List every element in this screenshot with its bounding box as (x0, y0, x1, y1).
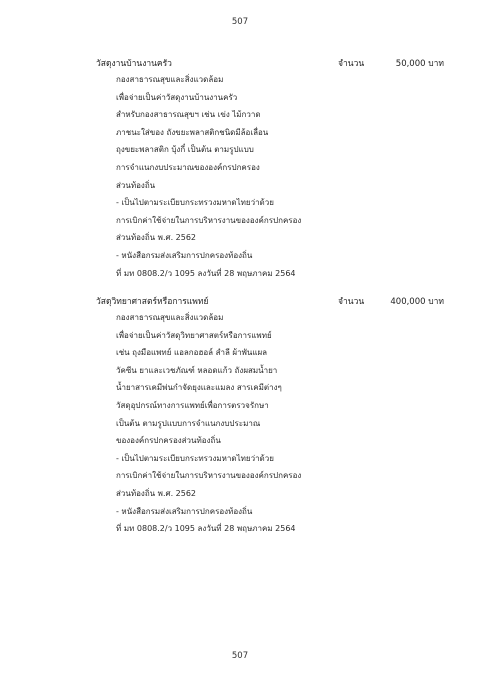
description-line: ถุงขยะพลาสติก บุ้งกี๋ เป็นต้น ตามรูปแบบ (116, 145, 254, 155)
amount-value: 400,000 บาท (390, 297, 444, 307)
description-line: ส่วนท้องถิ่น พ.ศ. 2562 (116, 488, 197, 498)
budget-item-section (0, 294, 480, 534)
amount-label: จำนวน (338, 59, 365, 69)
description-line: วัสดุอุปกรณ์ทางการแพทย์เพื่อการตรวจรักษา (116, 400, 269, 410)
page-number-top: 507 (231, 17, 249, 27)
description-line: ที่ มท 0808.2/ว 1095 ลงวันที่ 28 พฤษภาคม 2564 (116, 268, 296, 278)
description-line: - หนังสือกรมส่งเสริมการปกครองท้องถิ่น (116, 506, 253, 516)
description-line: กองสาธารณสุขและสิ่งแวดล้อม (116, 75, 224, 84)
description-line: ขององค์กรปกครองส่วนท้องถิ่น (116, 436, 221, 446)
description-line: วัคซีน ยาและเวชภัณฑ์ หลอดแก้ว ถังผสมน้ำยา (116, 365, 278, 375)
description-line: - เป็นไปตามระเบียบกระทรวงมหาดไทยว่าด้วย (116, 198, 274, 208)
description-line: น้ำยาสารเคมีพ่นกำจัดยุงและแมลง สารเคมีต่างๆ (116, 383, 282, 393)
budget-item-title: วัสดุงานบ้านงานครัว (96, 59, 172, 69)
budget-item-description (116, 309, 301, 538)
description-line: การจำแนกงบประมาณขององค์กรปกครอง (116, 162, 260, 172)
description-line: เพื่อจ่ายเป็นค่าวัสดุวิทยาศาสตร์หรือการแพทย์ (116, 330, 272, 340)
description-line: เช่น ถุงมือแพทย์ แอลกอฮอล์ สำลี ผ้าพันแผล (116, 348, 268, 358)
budget-item-header (0, 294, 480, 307)
description-line: - หนังสือกรมส่งเสริมการปกครองท้องถิ่น (116, 250, 253, 260)
amount-label: จำนวน (338, 297, 365, 307)
budget-item-description (116, 71, 301, 282)
description-line: เพื่อจ่ายเป็นค่าวัสดุงานบ้านงานครัว (116, 92, 238, 102)
description-line: การเบิกค่าใช้จ่ายในการบริหารงานขององค์กรปกครอง (116, 471, 302, 481)
budget-item-title: วัสดุวิทยาศาสตร์หรือการแพทย์ (96, 297, 209, 307)
description-line: ภาชนะใส่ของ ถังขยะพลาสติกชนิดมีล้อเลื่อน (116, 127, 269, 137)
description-line: ส่วนท้องถิ่น (116, 180, 156, 190)
description-line: ส่วนท้องถิ่น พ.ศ. 2562 (116, 233, 197, 243)
description-line: เป็นต้น ตามรูปแบบการจำแนกงบประมาณ (116, 418, 261, 428)
amount-value: 50,000 บาท (395, 59, 444, 69)
description-line: การเบิกค่าใช้จ่ายในการบริหารงานขององค์กรปกครอง (116, 215, 302, 225)
description-line: - เป็นไปตามระเบียบกระทรวงมหาดไทยว่าด้วย (116, 453, 274, 463)
description-line: ที่ มท 0808.2/ว 1095 ลงวันที่ 28 พฤษภาคม 2564 (116, 524, 296, 534)
budget-item-section (0, 56, 480, 278)
description-line: กองสาธารณสุขและสิ่งแวดล้อม (116, 313, 224, 322)
description-line: สำหรับกองสาธารณสุขฯ เช่น เข่ง ไม้กวาด (116, 110, 261, 120)
budget-item-header (0, 56, 480, 69)
page-number-bottom: 507 (231, 651, 249, 661)
